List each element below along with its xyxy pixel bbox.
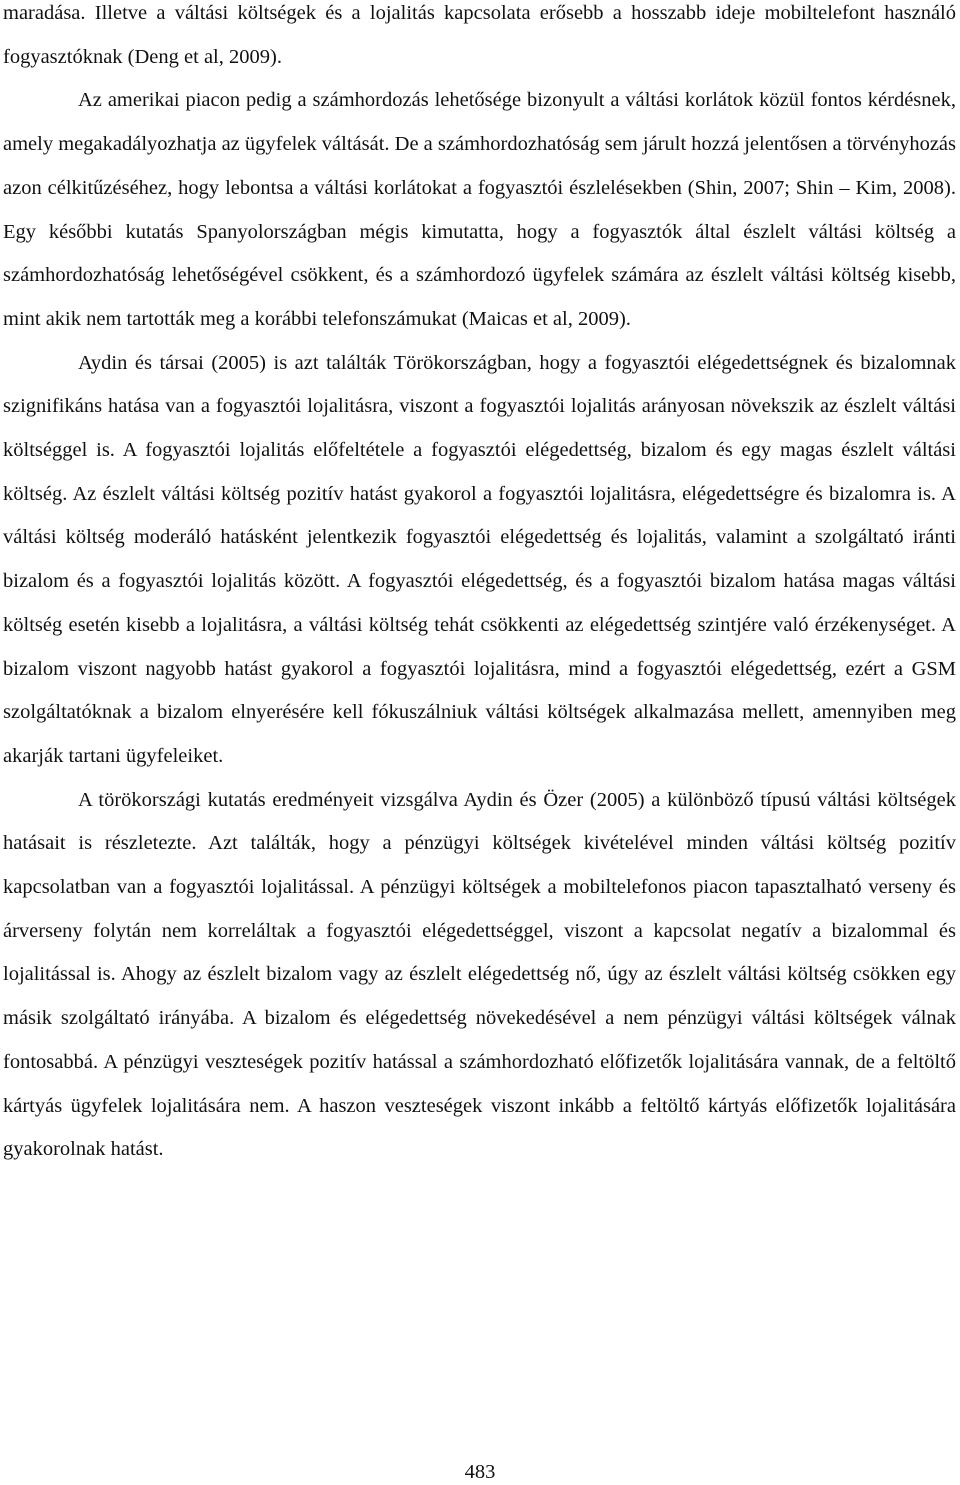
- paragraph-1: maradása. Illetve a váltási költségek és a lojalitás kapcsolata erősebb a hosszabb ideje mobiltelefont használó fogyasztóknak (Deng et al, 2009).: [3, 2, 956, 68]
- body-text: [3, 0, 956, 1172]
- paragraph-4: A törökországi kutatás eredményeit vizsgálva Aydin és Özer (2005) a különböző típusú váltási költségek hatásait is részletezte. Azt találták, hogy a pénzügyi költségek kivételével minden váltási költség pozitív kapcsolatban van a fogyasztói lojalitással. A pénzügyi költségek a mobiltelefonos piacon tapasztalható verseny és árverseny folytán nem korreláltak a fogyasztói elégedettséggel, viszont a kapcsolat negatív a bizalommal és lojalitással is. Ahogy az észlelt bizalom vagy az észlelt elégedettség nő, úgy az észlelt váltási költség csökken egy másik szolgáltató irányába. A bizalom és elégedettség növekedésével a nem pénzügyi váltási költségek válnak fontosabbá. A pénzügyi veszteségek pozitív hatással a számhordozható előfizetők lojalitására vannak, de a feltöltő kártyás ügyfelek lojalitására nem. A haszon veszteségek viszont inkább a feltöltő kártyás előfizetők lojalitására gyakorolnak hatást.: [3, 788, 956, 1161]
- paragraph-2: Az amerikai piacon pedig a számhordozás lehetősége bizonyult a váltási korlátok közül fontos kérdésnek, amely megakadályozhatja az ügyfelek váltását. De a számhordozhatóság sem járult hozzá jelentősen a törvényhozás azon célkitűzéséhez, hogy lebontsa a váltási korlátokat a fogyasztói észlelésekben (Shin, 2007; Shin – Kim, 2008). Egy későbbi kutatás Spanyolországban mégis kimutatta, hogy a fogyasztók által észlelt váltási költség a számhordozhatóság lehetőségével csökkent, és a számhordozó ügyfelek számára az észlelt váltási költség kisebb, mint akik nem tartották meg a korábbi telefonszámukat (Maicas et al, 2009).: [3, 89, 956, 330]
- paragraph-3: Aydin és társai (2005) is azt találták Törökországban, hogy a fogyasztói elégedettségnek és bizalomnak szignifikáns hatása van a fogyasztói lojalitásra, viszont a fogyasztói lojalitás arányosan növekszik az észlelt váltási költséggel is. A fogyasztói lojalitás előfeltétele a fogyasztói elégedettség, bizalom és egy magas észlelt váltási költség. Az észlelt váltási költség pozitív hatást gyakorol a fogyasztói lojalitásra, elégedettségre és bizalomra is. A váltási költség moderáló hatásként jelentkezik fogyasztói elégedettség és lojalitás, valamint a szolgáltató iránti bizalom és a fogyasztói lojalitás között. A fogyasztói elégedettség, és a fogyasztói bizalom hatása magas váltási költség esetén kisebb a lojalitásra, a váltási költség tehát csökkenti az elégedettség szintjére való érzékenységet. A bizalom viszont nagyobb hatást gyakorol a fogyasztói lojalitásra, mind a fogyasztói elégedettség, ezért a GSM szolgáltatóknak a bizalom elnyerésére kell fókuszálniuk váltási költségek alkalmazása mellett, amennyiben meg akarják tartani ügyfeleiket.: [3, 351, 956, 767]
- page-number: 483: [464, 1461, 496, 1483]
